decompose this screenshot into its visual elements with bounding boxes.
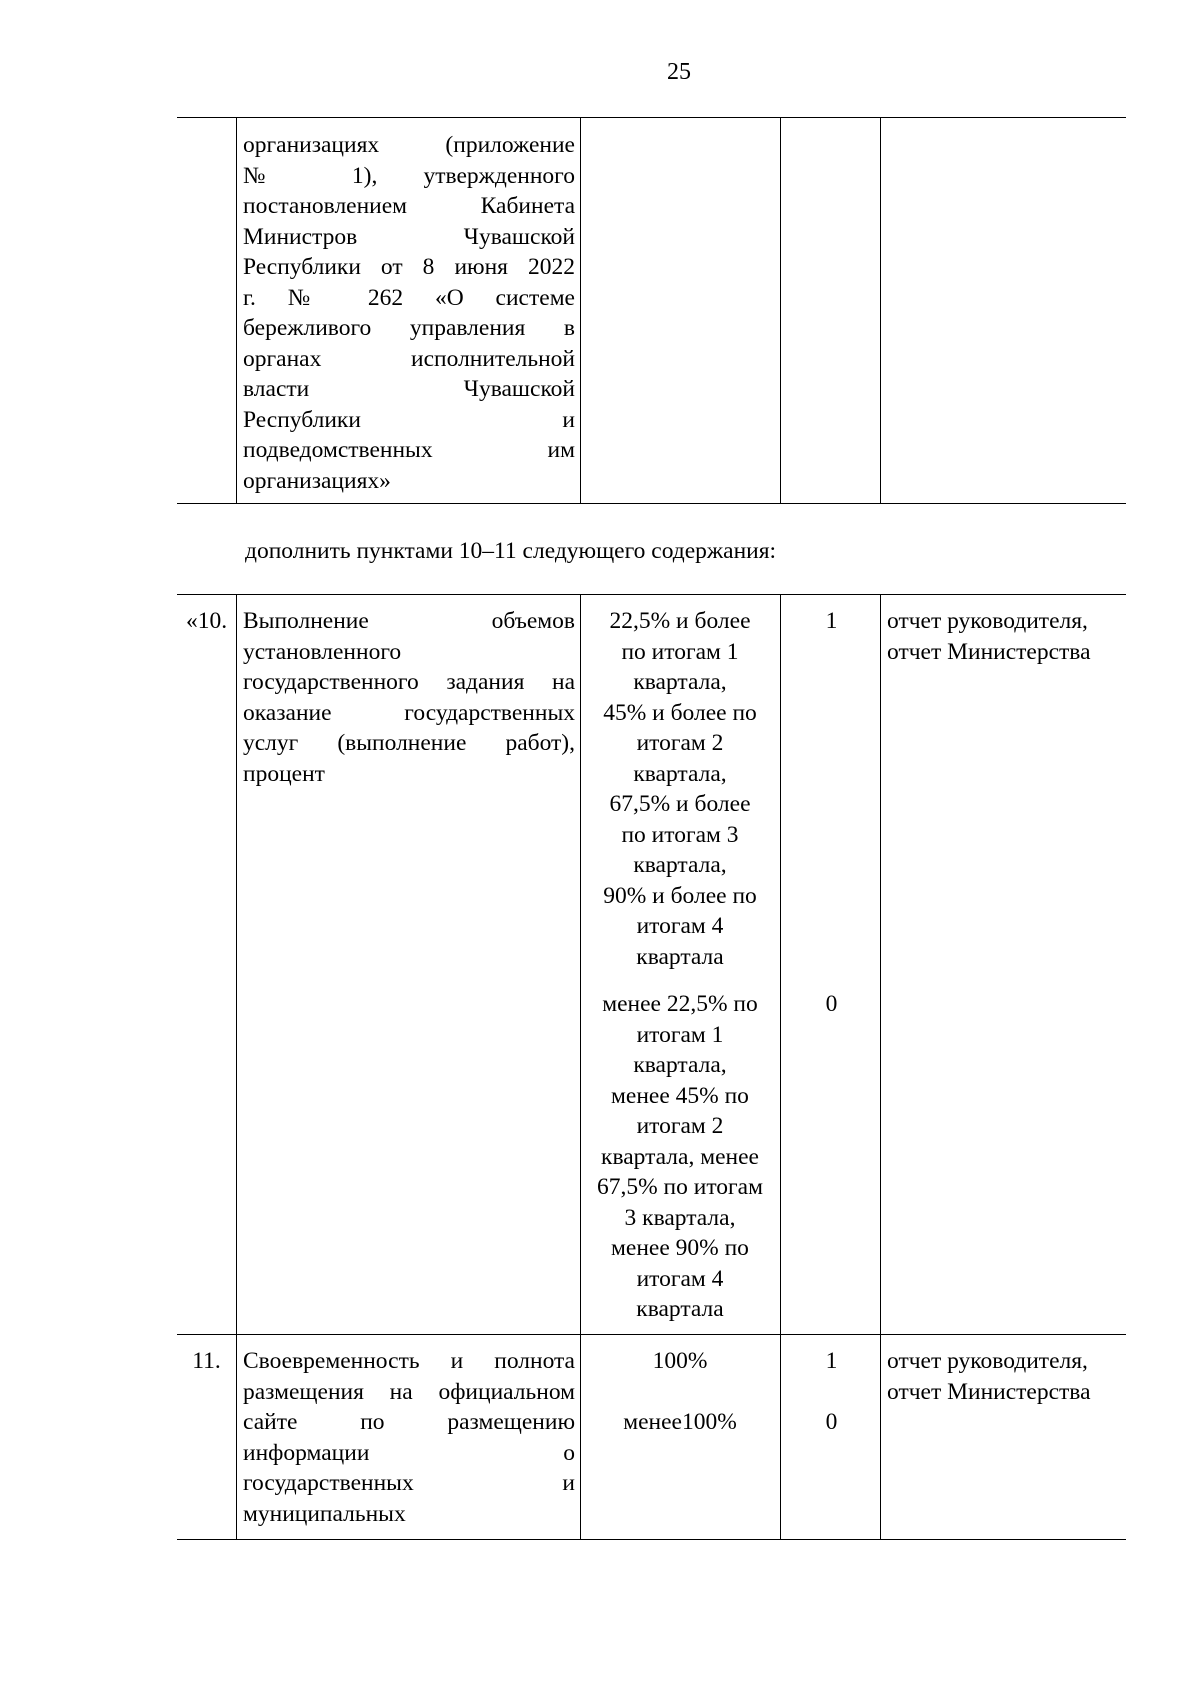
column-divider [880,117,881,503]
text-line: власти Чувашской [243,376,575,402]
criterion-value [582,606,778,972]
column-divider [780,117,781,503]
table-bottom-border [177,503,1126,504]
text-line: Выполнение объемов [243,608,575,634]
text-line: квартала, менее [601,1143,759,1170]
data-source [887,1346,1127,1407]
text-line: 3 квартала, [624,1204,736,1231]
text-line: Своевременность и полнота [243,1348,575,1374]
text-line: менее 90% по [611,1235,749,1261]
text-line: квартала, [633,669,727,695]
text-line: процент [243,760,325,787]
column-divider [780,594,781,1539]
text-line: государственных и [243,1470,575,1496]
criterion-score: 0 [825,991,838,1017]
criterion-score: 1 [825,608,838,634]
text-line: по итогам 1 [621,638,739,665]
text-line: отчет руководителя, [887,1348,1088,1374]
criterion-score: 1 [825,1348,838,1374]
page-number: 25 [667,59,691,85]
text-line: бережливого управления в [243,315,575,341]
text-line: по итогам 3 [621,821,739,848]
text-line: муниципальных [243,1500,406,1527]
text-line: итогам 2 [636,730,724,756]
indicator-name [243,606,575,789]
text-line: 22,5% и более [609,608,751,634]
text-line: подведомственных им [243,437,575,463]
column-divider [236,594,237,1539]
text-line: организациях (приложение [243,132,575,158]
text-line: отчет Министерства [887,1378,1091,1405]
text-line: организациях» [243,467,391,494]
text-line: 67,5% по итогам [596,1174,763,1200]
criterion-score: 0 [825,1409,838,1435]
text-line: 67,5% и более [609,791,751,817]
text-line: итогам 4 [636,1265,724,1292]
criterion-value: менее100% [623,1409,737,1435]
row-number: «10. [185,608,228,634]
text-line: квартала, [633,760,727,787]
row-number: 11. [192,1348,221,1374]
text-line: Республики и [243,406,575,433]
text-line: 45% и более по [603,699,757,726]
text-line: постановлением Кабинета [243,193,575,219]
row-divider [177,1334,1126,1335]
continuation-indicator-text [243,130,575,496]
text-line: оказание государственных [243,699,575,726]
text-line: квартала [636,1296,724,1322]
criterion-value: 100% [652,1348,708,1374]
text-line: итогам 2 [636,1113,724,1139]
text-line: Министров Чувашской [243,223,575,250]
text-line: установленного [243,638,402,665]
column-divider [236,117,237,503]
text-line: квартала, [633,1052,727,1078]
text-line: отчет Министерства [887,638,1091,665]
text-line: г. № 262 «О системе [243,284,575,311]
table-bottom-border [177,1539,1126,1540]
text-line: сайте по размещению [243,1409,575,1435]
column-divider [880,594,881,1539]
column-divider [580,594,581,1539]
text-line: итогам 1 [636,1021,724,1048]
text-line: размещения на официальном [243,1378,575,1405]
amendment-intro-text: дополнить пунктами 10–11 следующего содержания: [245,538,777,564]
data-source [887,606,1127,667]
text-line: № 1), утвержденного [243,162,575,189]
text-line: итогам 4 [636,913,724,939]
text-line: менее 45% по [611,1082,749,1109]
indicator-name [243,1346,575,1529]
column-divider [580,117,581,503]
text-line: услуг (выполнение работ), [243,730,575,756]
text-line: отчет руководителя, [887,608,1088,634]
text-line: менее 22,5% по [602,991,758,1017]
text-line: квартала, [633,852,727,878]
text-line: государственного задания на [243,669,575,695]
text-line: информации о [243,1439,575,1466]
text-line: Республики от 8 июня 2022 [243,254,575,280]
table-top-border [177,594,1126,595]
text-line: квартала [636,943,724,970]
criterion-value [582,989,778,1325]
table-top-border [177,117,1126,118]
text-line: органах исполнительной [243,345,575,372]
text-line: 90% и более по [603,882,757,909]
